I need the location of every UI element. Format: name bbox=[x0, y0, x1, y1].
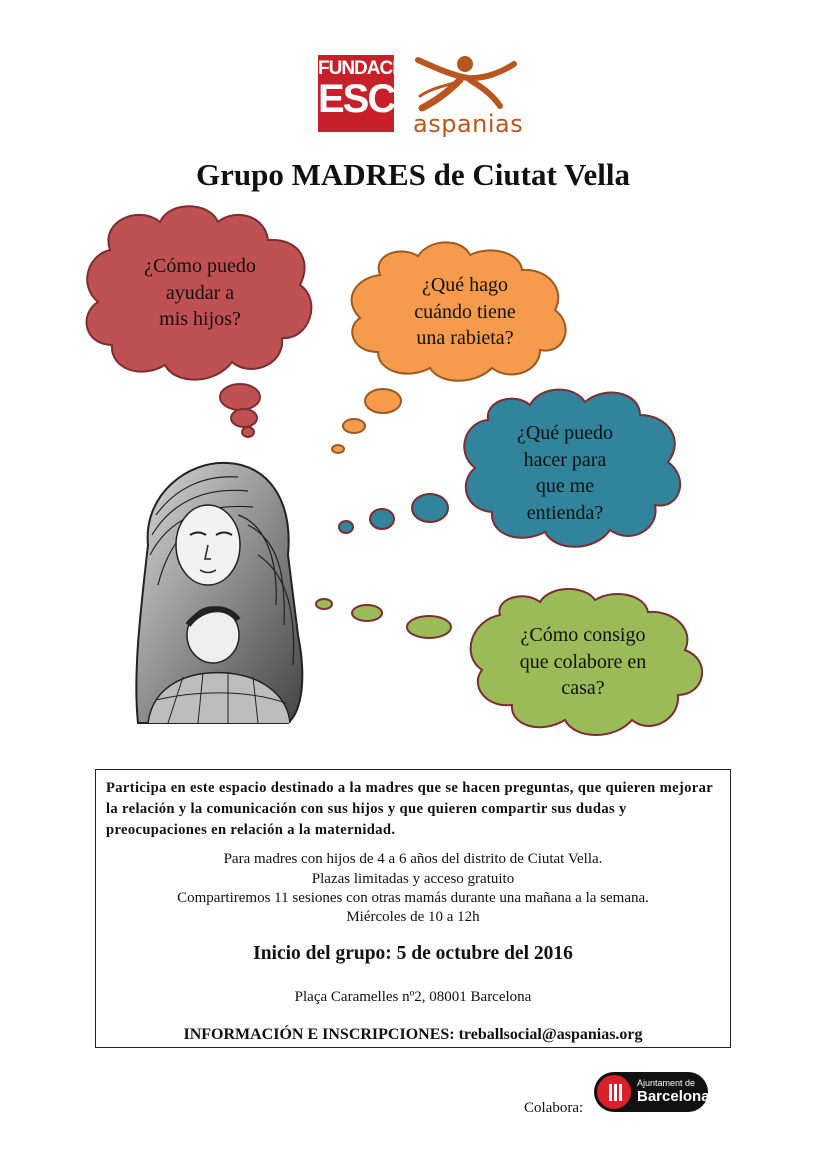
aspanias-wordmark: aspanias bbox=[413, 110, 524, 138]
info-box bbox=[95, 769, 731, 1048]
cloud-1-line-3: mis hijos? bbox=[159, 308, 241, 330]
fundacio-logo-line1: FUNDACIÓ bbox=[318, 58, 411, 79]
ajuntament-barcelona-logo bbox=[594, 1072, 708, 1112]
cloud-question-4 bbox=[493, 622, 673, 702]
detail-line-4: Miércoles de 10 a 12h bbox=[346, 909, 480, 925]
cloud-2-line-3: una rabieta? bbox=[416, 327, 514, 349]
cloud-2-line-2: cuándo tiene bbox=[414, 300, 516, 323]
cloud-1-line-1: ¿Cómo puedo bbox=[144, 255, 256, 277]
detail-line-2: Plazas limitadas y acceso gratuito bbox=[311, 871, 515, 887]
cloud-question-3 bbox=[485, 420, 645, 526]
colabora-label: Colabora: bbox=[524, 1100, 584, 1116]
detail-line-3: Compartiremos 11 sesiones con otras mamás durante una mañana a la semana. bbox=[177, 890, 649, 906]
contact-line: INFORMACIÓN E INSCRIPCIONES: treballsocial@aspanias.org bbox=[183, 1026, 643, 1043]
cloud-3-line-4: entienda? bbox=[526, 501, 604, 524]
address-line: Plaça Caramelles nº2, 08001 Barcelona bbox=[294, 989, 532, 1005]
cloud-2-line-1: ¿Qué hago bbox=[421, 274, 509, 296]
start-date: Inicio del grupo: 5 de octubre del 2016 bbox=[253, 943, 573, 964]
page-title: Grupo MADRES de Ciutat Vella bbox=[195, 157, 631, 192]
cloud-4-line-1: ¿Cómo consigo bbox=[520, 624, 646, 646]
cloud-question-1 bbox=[115, 253, 285, 333]
intro-paragraph: Participa en este espacio destinado a la madres que se hacen preguntas, que quieren mejorar la relación y la comunicación con sus hijos y que quieren compartir sus dudas y preocupaciones en relación a la maternidad. bbox=[106, 780, 713, 838]
cloud-4-line-2: que colabore en bbox=[519, 650, 647, 673]
ajuntament-logo-line2: Barcelona bbox=[637, 1088, 710, 1105]
cloud-3-line-1: ¿Qué puedo bbox=[516, 422, 614, 444]
cloud-question-2 bbox=[380, 272, 550, 352]
barcelona-seal-icon bbox=[597, 1075, 631, 1109]
mother-child-illustration bbox=[128, 455, 310, 725]
cloud-3-line-3: que me bbox=[535, 475, 595, 497]
cloud-4-line-3: casa? bbox=[561, 677, 605, 699]
fundacio-logo-line2: ESCÓ bbox=[318, 77, 424, 121]
detail-line-1: Para madres con hijos de 4 a 6 años del distrito de Ciutat Vella. bbox=[223, 851, 603, 867]
cloud-3-line-2: hacer para bbox=[523, 448, 607, 471]
ajuntament-logo-line1: Ajuntament de bbox=[637, 1078, 696, 1088]
cloud-1-line-2: ayudar a bbox=[165, 281, 235, 304]
